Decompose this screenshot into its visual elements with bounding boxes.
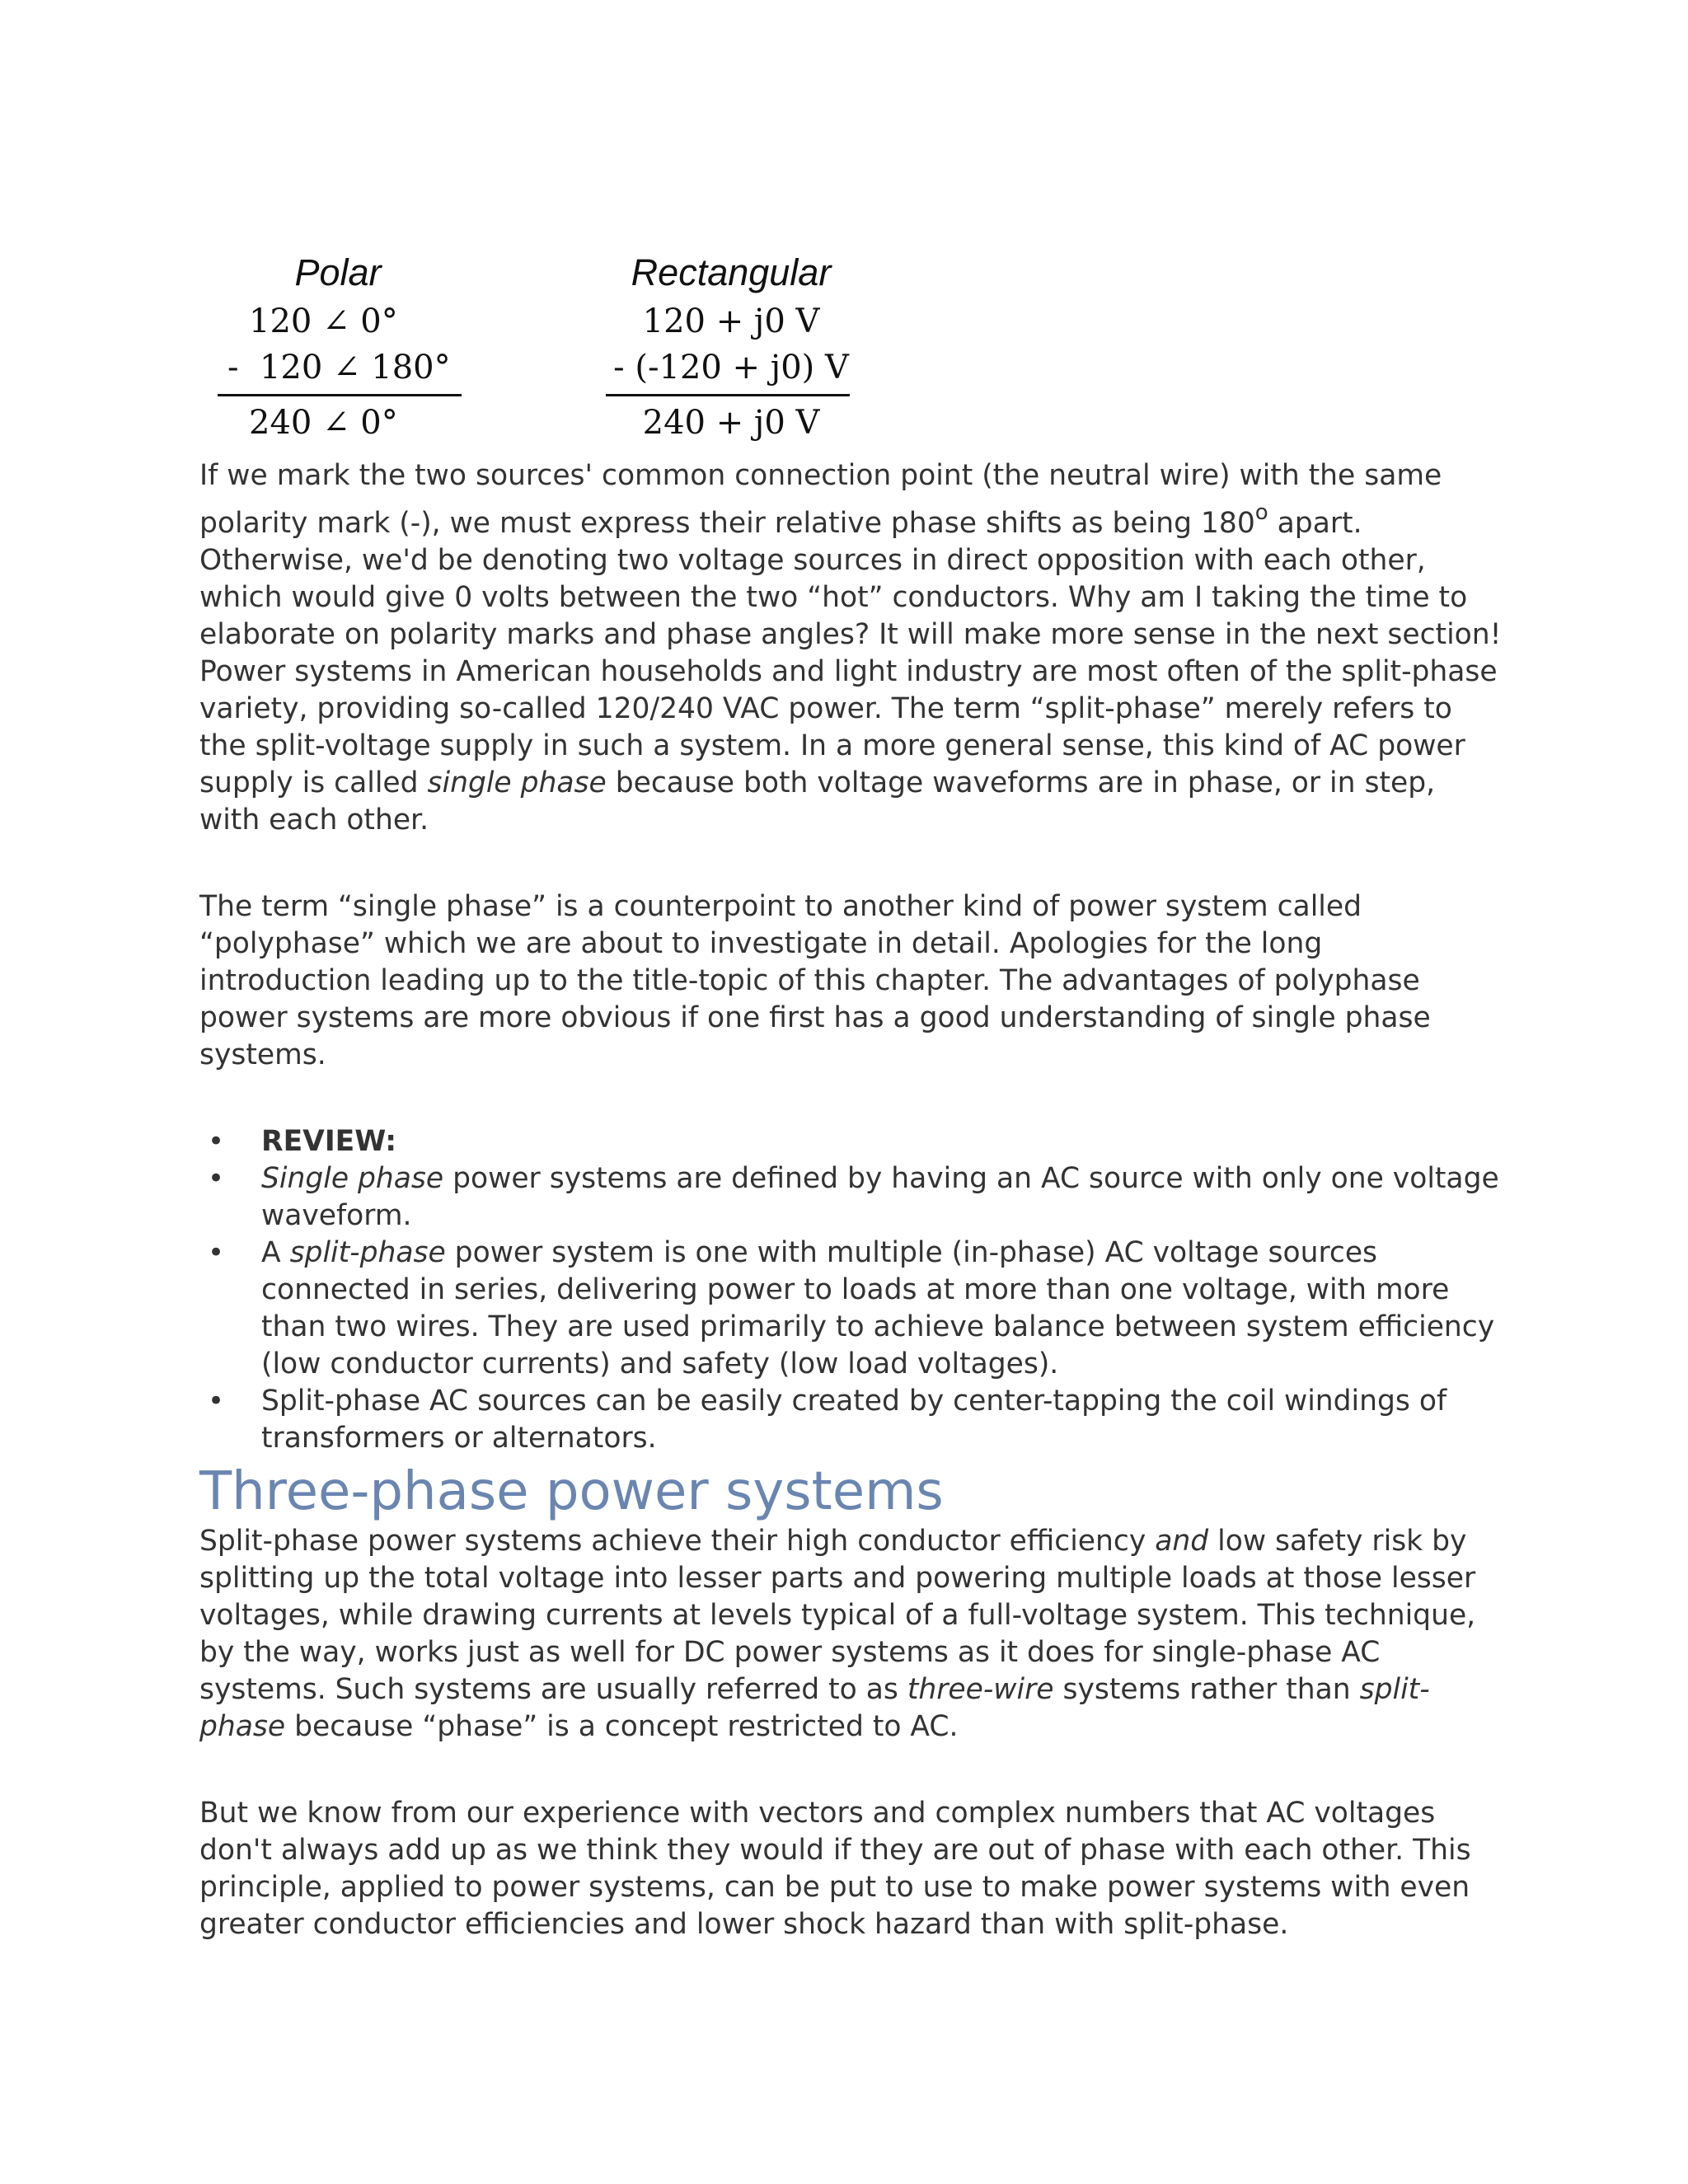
review-item-3-text: Split-phase AC sources can be easily created by center-tapping the coil windings of transformers or alternators. — [261, 1385, 1447, 1455]
paragraph-three-wire-part-c: systems rather than — [1053, 1673, 1360, 1706]
and-emphasis: and — [1155, 1525, 1209, 1558]
polar-column — [214, 247, 462, 446]
paragraph-vectors: But we know from our experience with vectors and complex numbers that AC voltages don't always add up as we think they would if they are out of phase with each other. This principle, applied to power systems, can be put to use to make power systems with even greater conductor efficiencies and lower shock hazard than with split-phase. — [199, 1797, 1471, 1941]
degree-mark: o — [1254, 500, 1268, 525]
rectangular-sum-rule — [606, 394, 850, 396]
bullet: • — [208, 1385, 225, 1418]
rectangular-column — [599, 247, 863, 446]
review-item-2-emphasis: split-phase — [289, 1236, 446, 1269]
paragraph-three-wire — [199, 1523, 1502, 1746]
polar-line-2: - 120 ∠ 180° — [227, 349, 451, 387]
review-item-2-prefix: A — [261, 1236, 290, 1269]
paragraph-three-wire-part-b: low safety risk by splitting up the total voltage into lesser parts and powering multiple loads at those lesser voltages, while drawing currents at levels typical of a full-voltage system. This technique, by the way, works just as well for DC power systems as it does for single-phase AC systems. Such systems are usually referred to as — [199, 1525, 1476, 1706]
review-item-1 — [199, 1160, 1502, 1235]
spacer — [199, 839, 1502, 888]
bullet: • — [208, 1125, 225, 1158]
paragraph-polarity — [199, 457, 1502, 654]
review-heading-item — [199, 1123, 1502, 1160]
polar-result: 240 ∠ 0° — [249, 404, 398, 442]
body-text — [199, 457, 1502, 1943]
paragraph-three-wire-part-d: because “phase” is a concept restricted to AC. — [285, 1710, 959, 1743]
rectangular-result: 240 + j0 V — [642, 404, 820, 442]
rectangular-heading: Rectangular — [631, 251, 832, 293]
review-heading: REVIEW: — [261, 1125, 397, 1158]
paragraph-polarity-part-b: apart. Otherwise, we'd be denoting two voltage sources in direct opposition with each other, which would give 0 volts between the two “hot” conductors. Why am I taking the time to elaborate on polarity marks and phase angles? It will make more sense in the next section! — [199, 507, 1502, 651]
review-item-1-emphasis: Single phase — [261, 1162, 444, 1195]
polar-line-1: 120 ∠ 0° — [249, 302, 398, 340]
single-phase-emphasis: single phase — [427, 766, 607, 799]
paragraph-split-phase — [199, 654, 1502, 839]
review-item-1-text: power systems are defined by having an AC source with only one voltage waveform. — [261, 1162, 1499, 1232]
bullet: • — [208, 1162, 225, 1195]
phasor-subtraction-figure — [199, 247, 941, 453]
polar-heading: Polar — [294, 251, 382, 293]
rectangular-line-2: - (-120 + j0) V — [613, 349, 849, 387]
rectangular-line-1: 120 + j0 V — [642, 302, 820, 340]
paragraph-three-wire-part-a: Split-phase power systems achieve their high conductor efficiency — [199, 1525, 1156, 1558]
polar-sum-rule — [218, 394, 462, 396]
review-list — [199, 1123, 1502, 1457]
bullet: • — [208, 1236, 225, 1269]
paragraph-split-phase-part-a: Power systems in American households and light industry are most often of the split-phase variety, providing so-called 120/240 VAC power. The term “split-phase” merely refers to the split-voltage supply in such a system. In a more general sense, this kind of AC power supply is called — [199, 655, 1498, 799]
spacer — [199, 1746, 1502, 1795]
paragraph-polarity-part-a: If we mark the two sources' common connection point (the neutral wire) with the same polarity mark (-), we must express their relative phase shifts as being 180 — [199, 459, 1442, 540]
three-wire-emphasis: three-wire — [907, 1673, 1054, 1706]
paragraph-split-phase-part-b: because both voltage waveforms are in phase, or in step, with each other. — [199, 766, 1436, 837]
review-item-3 — [199, 1383, 1502, 1457]
review-item-2 — [199, 1235, 1502, 1383]
spacer — [199, 1074, 1502, 1123]
paragraph-single-phase: The term “single phase” is a counterpoint to another kind of power system called “polyphase” which we are about to investigate in detail. Apologies for the long introduction leading up to the title-topic of this chapter. The advantages of polyphase power systems are more obvious if one first has a good understanding of single phase systems. — [199, 890, 1431, 1071]
review-item-2-text: power system is one with multiple (in-phase) AC voltage sources connected in series, delivering power to loads at more than one voltage, with more than two wires. They are used primarily to achieve balance between system efficiency (low conductor currents) and safety (low load voltages). — [261, 1236, 1495, 1380]
section-title: Three-phase power systems — [199, 1461, 944, 1522]
split-phase-emphasis: split-phase — [199, 1673, 1430, 1743]
